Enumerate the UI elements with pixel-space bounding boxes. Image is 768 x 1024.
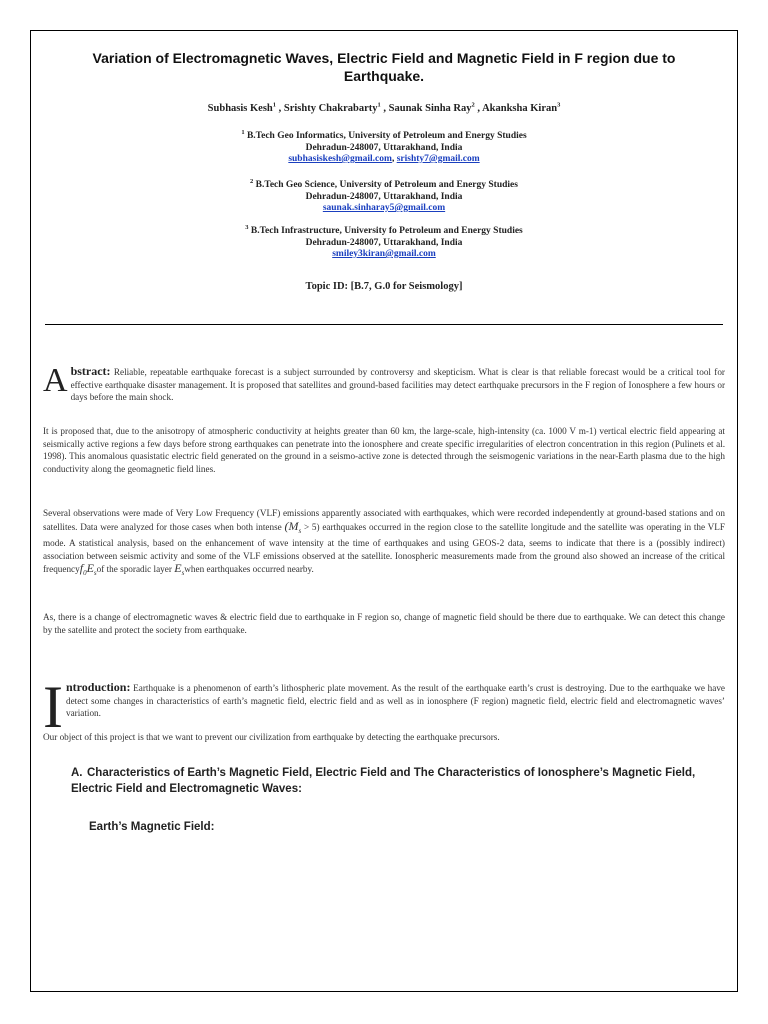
abstract-paragraph xyxy=(43,362,725,404)
affiliation-address: Dehradun-248007, Uttarakhand, India xyxy=(305,237,463,248)
affiliation-address: Dehradun-248007, Uttarakhand, India xyxy=(305,142,463,153)
author-list: Subhasis Kesh$^1$ , Srishty Chakrabarty$^1$ , Saunak Sinha Ray$^2$ , Akanksha Kiran$^3$ xyxy=(207,101,561,114)
subheading-earths-magnetic-field: Earth’s Magnetic Field: xyxy=(89,821,215,833)
text-run: Several observations were made of Very Low Frequency (VLF) emissions apparently associated with earthquakes, which were recorded independently at ground-based stations and on satellites. Data were analyzed for those cases when both intense xyxy=(43,508,725,532)
email-link[interactable]: srishty7@gmail.com xyxy=(396,154,480,164)
math-sub: s xyxy=(298,526,302,535)
math-run: E xyxy=(86,561,94,576)
abstract-text: Reliable, repeatable earthquake forecast is a subject surrounded by controversy and skepticism. What is clear is that reliable forecast would be a critical tool for effective earthquake disaster management. It is proposed that satellites and ground-based facilities may detect earthquake precursors in the F region of Ionosphere a few hours or days before the main shock. xyxy=(70,367,725,403)
intro-objective: Our object of this project is that we want to prevent our civilization from earthquake by detecting the earthquake precursors. xyxy=(43,732,500,742)
paragraph-2: It is proposed that, due to the anisotropy of atmospheric conductivity at heights greater than 60 km, the large-scale, high-intensity (ca. 1000 V m-1) vertical electric field appearing at seismically active regions a few days before strong earthquakes can penetrate into the ionosphere and create specific irregularities of electron concentration in this region (Pulinets et al. 1998). This anomalous quasistatic electric field generated on the ground in a seismo-active zone is detected through the seismogenic variations in the near-Earth plasma due to the high conductivity along the geomagnetic field lines. xyxy=(43,426,725,474)
affiliation-sup: 3 xyxy=(245,223,249,231)
math-run: E xyxy=(174,561,182,576)
math-sub: 0 xyxy=(83,569,87,578)
affiliation-sup: 1 xyxy=(241,128,245,136)
paragraph-3 xyxy=(43,507,725,580)
affiliation-address: Dehradun-248007, Uttarakhand, India xyxy=(305,191,463,202)
section-title: Characteristics of Earth’s Magnetic Field, Electric Field and The Characteristics of Ionosphere’s Magnetic Field, Electric Field and Electromagnetic Waves: xyxy=(71,767,696,795)
email-link[interactable]: subhasiskesh@gmail.com xyxy=(288,154,392,164)
topic-id: Topic ID: [B.7, G.0 for Seismology] xyxy=(305,281,463,292)
affiliation-2 xyxy=(31,177,737,215)
intro-text: Earthquake is a phenomenon of earth’s lithospheric plate movement. As the result of the earthquake earth’s crust is destroying. Due to the earthquake we have detect some changes in characteristics of earth’s magnetic field, electric field and as well as in ionosphere (F region) magnetic field, electric field and electromagnetic waves’ variation. xyxy=(65,683,725,719)
email-link[interactable]: saunak.sinharay5@gmail.com xyxy=(322,203,446,213)
paper-title: Variation of Electromagnetic Waves, Electric Field and Magnetic Field in F region due to Earthquake. xyxy=(92,50,676,84)
author-name: Subhasis Kesh xyxy=(207,103,273,114)
author-sup: 2 xyxy=(471,101,475,109)
math-sub: s xyxy=(93,569,97,578)
section-number: A. xyxy=(71,767,83,779)
abstract-dropcap: A xyxy=(43,362,68,399)
math-sub: s xyxy=(181,569,185,578)
text-run: when earthquakes occurred nearby. xyxy=(184,564,314,575)
affiliation-line: B.Tech Geo Science, University of Petroleum and Energy Studies xyxy=(255,180,518,190)
affiliation-sup: 2 xyxy=(250,177,254,185)
text-run: > 5) xyxy=(301,521,320,532)
affiliation-line: B.Tech Infrastructure, University fo Petroleum and Energy Studies xyxy=(250,226,523,236)
text-run: of the sporadic layer xyxy=(96,564,175,575)
abstract-lead: bstract: xyxy=(70,364,111,378)
affiliation-3 xyxy=(31,223,737,261)
author-name: Srishty Chakrabarty xyxy=(283,103,378,114)
author-sup: 3 xyxy=(557,101,561,109)
affiliation-line: B.Tech Geo Informatics, University of Petroleum and Energy Studies xyxy=(246,131,527,141)
intro-dropcap: I xyxy=(43,674,63,740)
math-run: (M xyxy=(284,518,299,533)
intro-lead: ntroduction: xyxy=(65,680,131,694)
section-a-heading xyxy=(71,765,717,797)
author-name: Akanksha Kiran xyxy=(482,103,558,114)
text-run: earthquakes occurred in the region close to the satellite longitude and the satellite was operating in the VLF mode. A statistical analysis, based on the enhancement of wave intensity at the time of earthquakes and using GEOS-2 data, seems to indicate that there is a (possibly indirect) association between seismic activity and some of the VLF emissions observed at the satellite. Ionospheric measurements made from the ground also showed an increase of the critical frequency xyxy=(43,521,726,575)
affiliation-1: $^1$ B.Tech Geo Informatics, University of Petroleum and Energy Studies Dehradun-248007, Uttarakhand, India subhasiskesh@gmail.com, srishty7@gmail.com xyxy=(31,131,737,166)
math-run: f xyxy=(79,561,84,576)
author-name: Saunak Sinha Ray xyxy=(388,103,472,114)
author-sup: 1 xyxy=(377,101,381,109)
header-divider xyxy=(45,324,723,325)
paragraph-4: As, there is a change of electromagnetic waves & electric field due to earthquake in F region so, change of magnetic field should be there due to earthquake. We can detect this change by the satellite and protect the society from earthquake. xyxy=(43,612,725,635)
paper-page xyxy=(30,30,738,992)
author-sup: 1 xyxy=(272,101,276,109)
email-link[interactable]: smiley3kiran@gmail.com xyxy=(332,249,436,259)
